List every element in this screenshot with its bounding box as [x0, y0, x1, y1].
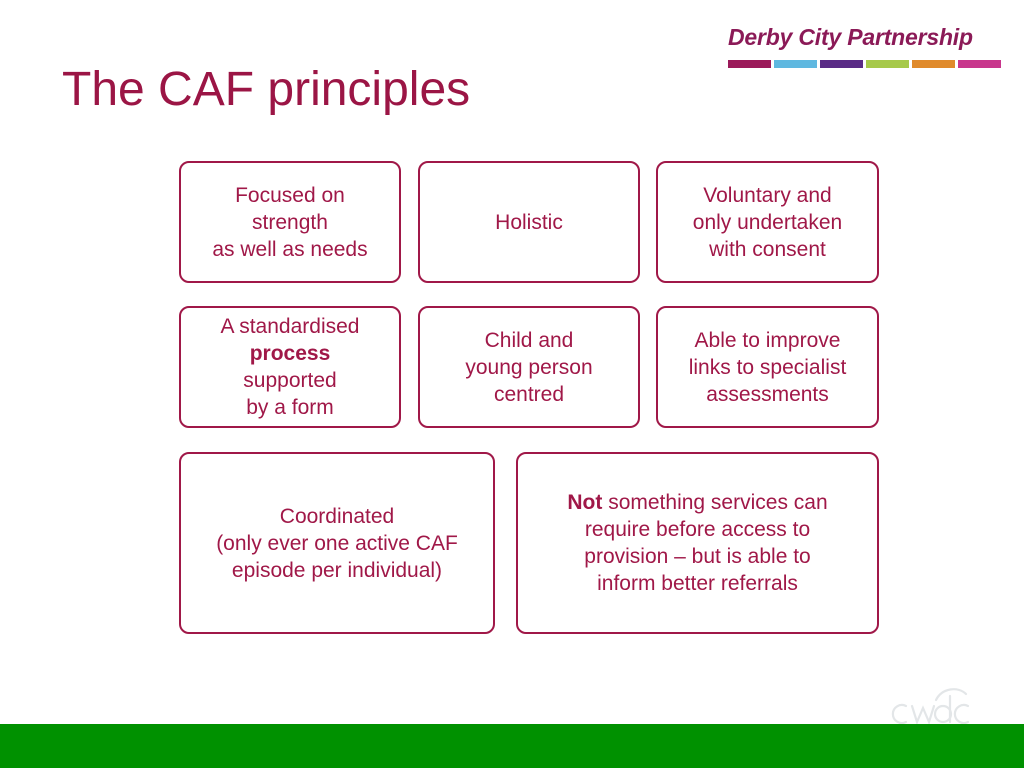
principle-line: Voluntary and [703, 183, 832, 207]
principle-text [212, 182, 367, 263]
logo-bar [728, 60, 771, 68]
logo-bar [820, 60, 863, 68]
principle-emphasis: Not [567, 491, 603, 514]
principle-line: centred [493, 382, 565, 406]
principle-line: Coordinated [279, 504, 395, 528]
principle-line: strength [252, 210, 328, 234]
principle-box-standardised-process [179, 306, 401, 428]
principle-text [693, 182, 842, 263]
principle-line: episode per individual) [231, 558, 443, 582]
principle-box-voluntary [656, 161, 879, 283]
logo-text: Derby City Partnership [728, 24, 973, 50]
principle-line: Holistic [495, 210, 563, 234]
logo-bar [958, 60, 1001, 68]
principle-box-not-required [516, 452, 879, 634]
principle-line: (only ever one active CAF [216, 531, 458, 555]
principle-text [221, 313, 360, 421]
principle-line: links to specialist [688, 355, 847, 379]
logo-bar [774, 60, 817, 68]
principle-line: as well as needs [212, 237, 368, 261]
principle-line: Able to improve [694, 328, 841, 352]
principle-box-holistic [418, 161, 640, 283]
principle-box-child-centred [418, 306, 640, 428]
principle-box-specialist-links [656, 306, 879, 428]
slide-title: The CAF principles [62, 63, 471, 116]
principle-line: by a form [246, 396, 334, 419]
principle-line: only undertaken [692, 210, 843, 234]
principle-line-bold [221, 340, 360, 367]
principle-line: provision – but is able to [584, 545, 811, 568]
principle-line: supported [243, 369, 337, 392]
principle-line: Focused on [235, 183, 345, 207]
principle-line: A standardised [220, 315, 360, 338]
principle-emphasis: process [249, 342, 331, 365]
footer-bar [0, 724, 1024, 768]
principle-text [567, 489, 827, 597]
principle-line: require before access to [584, 518, 811, 541]
derby-city-partnership-logo [728, 24, 1004, 68]
principle-line-rest: something services can [608, 491, 828, 514]
logo-bar [912, 60, 955, 68]
principle-line-first [567, 489, 827, 516]
principle-line: with consent [709, 237, 826, 261]
logo-bar [866, 60, 909, 68]
principle-line: young person [465, 355, 593, 379]
logo-color-bars [728, 60, 1004, 68]
principle-text [495, 209, 563, 236]
principle-line: Child and [484, 328, 574, 352]
principle-box-coordinated [179, 452, 495, 634]
principle-text [216, 503, 458, 584]
principle-text [689, 327, 847, 408]
principle-box-strength-focused [179, 161, 401, 283]
principle-line: assessments [706, 382, 829, 406]
principle-line: inform better referrals [597, 572, 798, 595]
principle-text [465, 327, 592, 408]
